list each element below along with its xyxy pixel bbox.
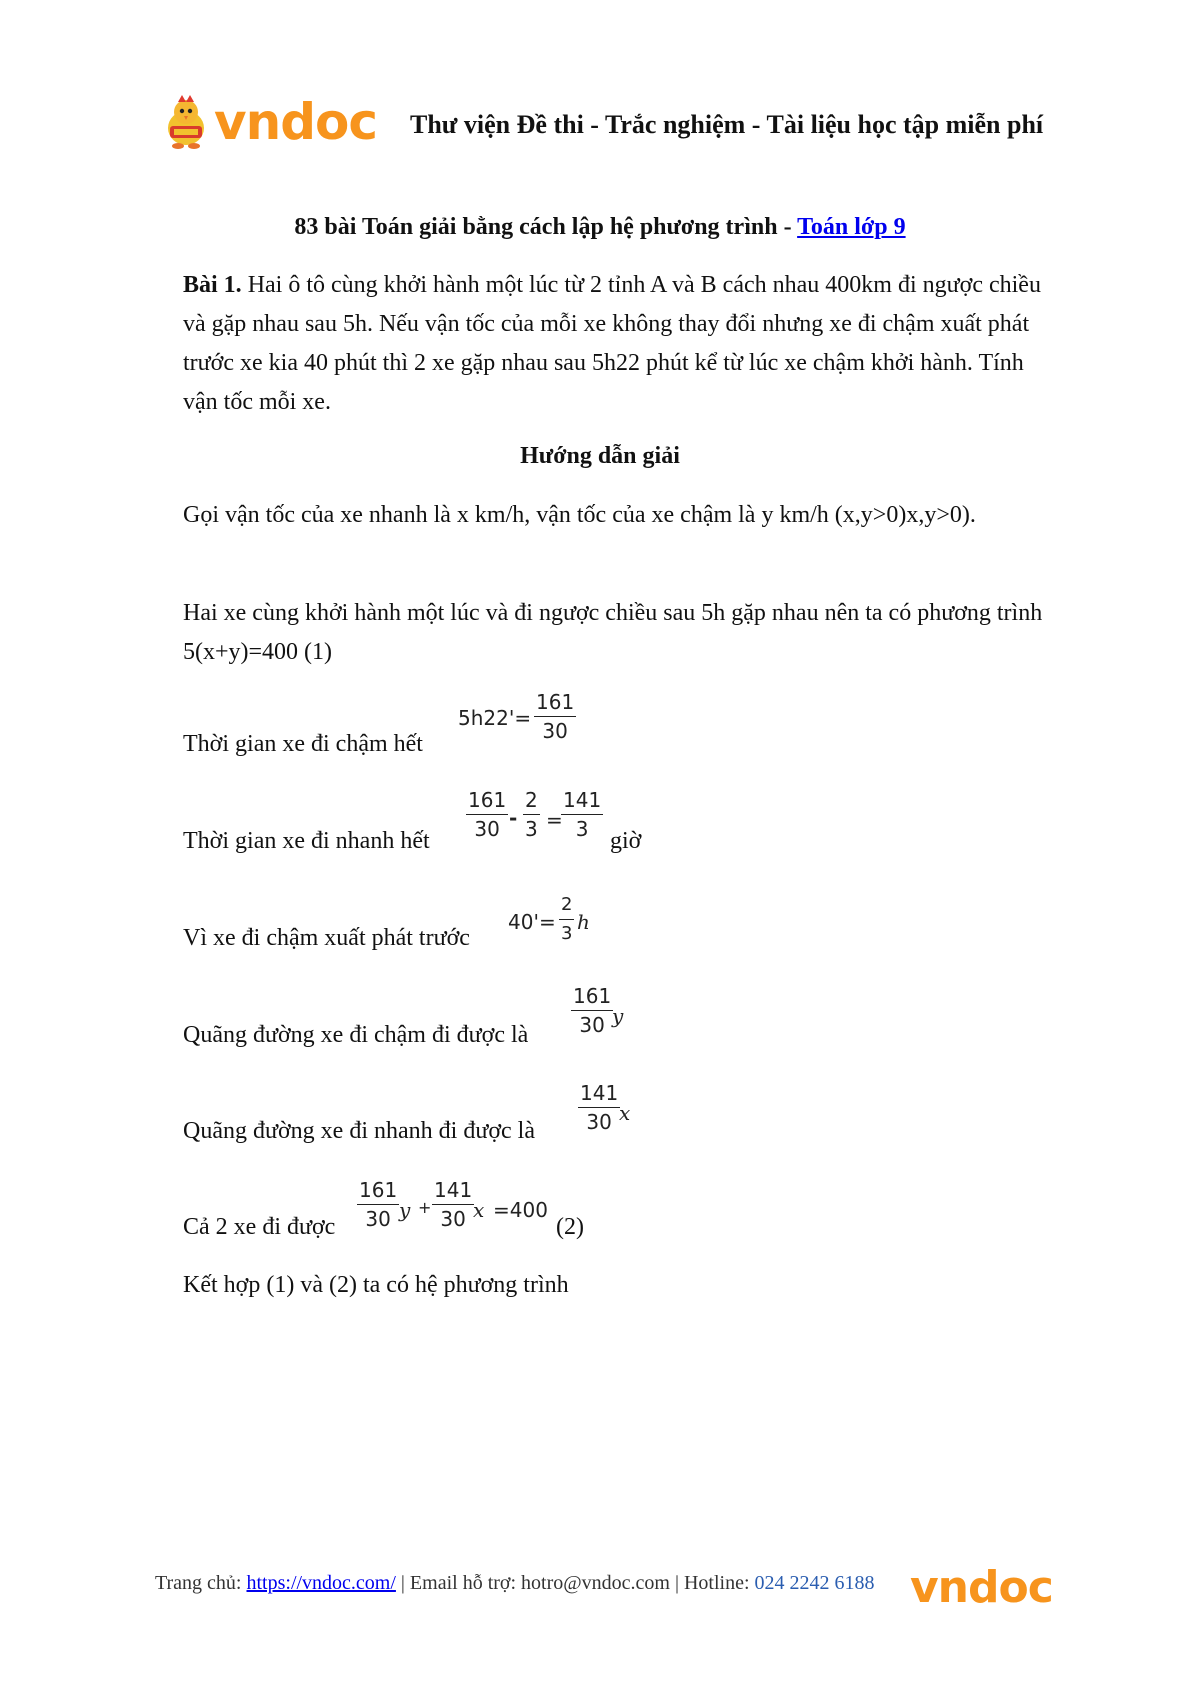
fraction-141-30 (432, 1178, 474, 1231)
fast-dist-label: Quãng đường xe đi nhanh đi được là (183, 1118, 535, 1144)
slow-time-prefix: 5h22'= (458, 706, 532, 730)
fraction-141-3 (561, 788, 603, 841)
page-title (0, 214, 1200, 241)
minus-sign: - (509, 806, 518, 830)
denominator: 30 (586, 1110, 612, 1134)
footer-email: | Email hỗ trợ: hotro@vndoc.com | Hotline: (395, 1572, 755, 1594)
fraction-141-30 (578, 1081, 620, 1134)
footer-home-label: Trang chủ: (155, 1572, 247, 1594)
fraction-161-30 (534, 690, 576, 743)
page-footer (155, 1572, 875, 1595)
denominator: 30 (365, 1207, 391, 1231)
solution-heading: Hướng dẫn giải (520, 443, 680, 469)
hour-unit: giờ (610, 828, 642, 854)
numerator: 141 (578, 1081, 620, 1108)
footer-home-link[interactable]: https://vndoc.com/ (246, 1572, 396, 1594)
footer-logo[interactable]: vndoc (910, 1562, 1053, 1613)
numerator: 161 (571, 984, 613, 1011)
head-start-prefix: 40'= (508, 910, 556, 934)
combine-text: Kết hợp (1) và (2) ta có hệ phương trình (183, 1272, 569, 1298)
numerator: 141 (432, 1178, 474, 1205)
logo-text: vndoc (214, 93, 377, 151)
head-start-label: Vì xe đi chậm xuất phát trước (183, 925, 470, 951)
fraction-161-30 (357, 1178, 399, 1231)
fast-time-label: Thời gian xe đi nhanh hết (183, 828, 430, 854)
fraction-2-3 (559, 893, 574, 946)
denominator: 30 (579, 1013, 605, 1037)
vndoc-logo[interactable] (160, 92, 377, 152)
denominator: 3 (575, 817, 589, 841)
slow-dist-label: Quãng đường xe đi chậm đi được là (183, 1022, 529, 1048)
numerator: 2 (559, 893, 574, 920)
denominator: 3 (561, 923, 573, 944)
fraction-2-3 (523, 788, 540, 841)
var-h: h (577, 910, 590, 934)
numerator: 141 (561, 788, 603, 815)
fraction-161-30 (571, 984, 613, 1037)
total-label: Cả 2 xe đi được (183, 1214, 336, 1240)
numerator: 2 (523, 788, 540, 815)
equation-tag: (2) (556, 1214, 584, 1240)
var-x: x (473, 1198, 485, 1222)
slow-time-label: Thời gian xe đi chậm hết (183, 731, 423, 757)
numerator: 161 (534, 690, 576, 717)
denominator: 3 (525, 817, 538, 841)
denominator: 30 (542, 719, 568, 743)
fraction-161-30 (466, 788, 508, 841)
denominator: 30 (440, 1207, 466, 1231)
equals-sign: = (546, 808, 563, 832)
problem-paragraph (183, 266, 1053, 422)
var-y: y (399, 1198, 411, 1222)
mascot-icon (160, 94, 212, 150)
solution-p1: Gọi vận tốc của xe nhanh là x km/h, vận tốc của xe chậm là y km/h (x,y>0)x,y>0). (183, 502, 976, 528)
title-link[interactable]: Toán lớp 9 (797, 214, 906, 240)
numerator: 161 (466, 788, 508, 815)
var-x: x (619, 1101, 631, 1125)
page-header (160, 92, 1120, 162)
plus-sign: + (418, 1198, 432, 1217)
solution-p2: Hai xe cùng khởi hành một lúc và đi ngược chiều sau 5h gặp nhau nên ta có phương trình 5(x+y)=400 (1) (183, 600, 1043, 665)
var-y: y (612, 1004, 624, 1028)
footer-hotline[interactable]: 024 2242 6188 (754, 1572, 875, 1594)
problem-label: Bài 1. (183, 272, 242, 298)
title-text: 83 bài Toán giải bằng cách lập hệ phương trình - (294, 214, 798, 240)
problem-text: Hai ô tô cùng khởi hành một lúc từ 2 tỉnh A và B cách nhau 400km đi ngược chiều và gặp nhau sau 5h. Nếu vận tốc của mỗi xe không thay đổi nhưng xe đi chậm xuất phát trước xe kia 40 phút thì 2 xe gặp nhau sau 5h22 phút kể từ lúc xe chậm khởi hành. Tính vận tốc mỗi xe. (183, 272, 1041, 415)
total-eq-tail: =400 (493, 1198, 548, 1222)
header-tagline: Thư viện Đề thi - Trắc nghiệm - Tài liệu học tập miễn phí (410, 110, 1044, 139)
numerator: 161 (357, 1178, 399, 1205)
denominator: 30 (474, 817, 500, 841)
